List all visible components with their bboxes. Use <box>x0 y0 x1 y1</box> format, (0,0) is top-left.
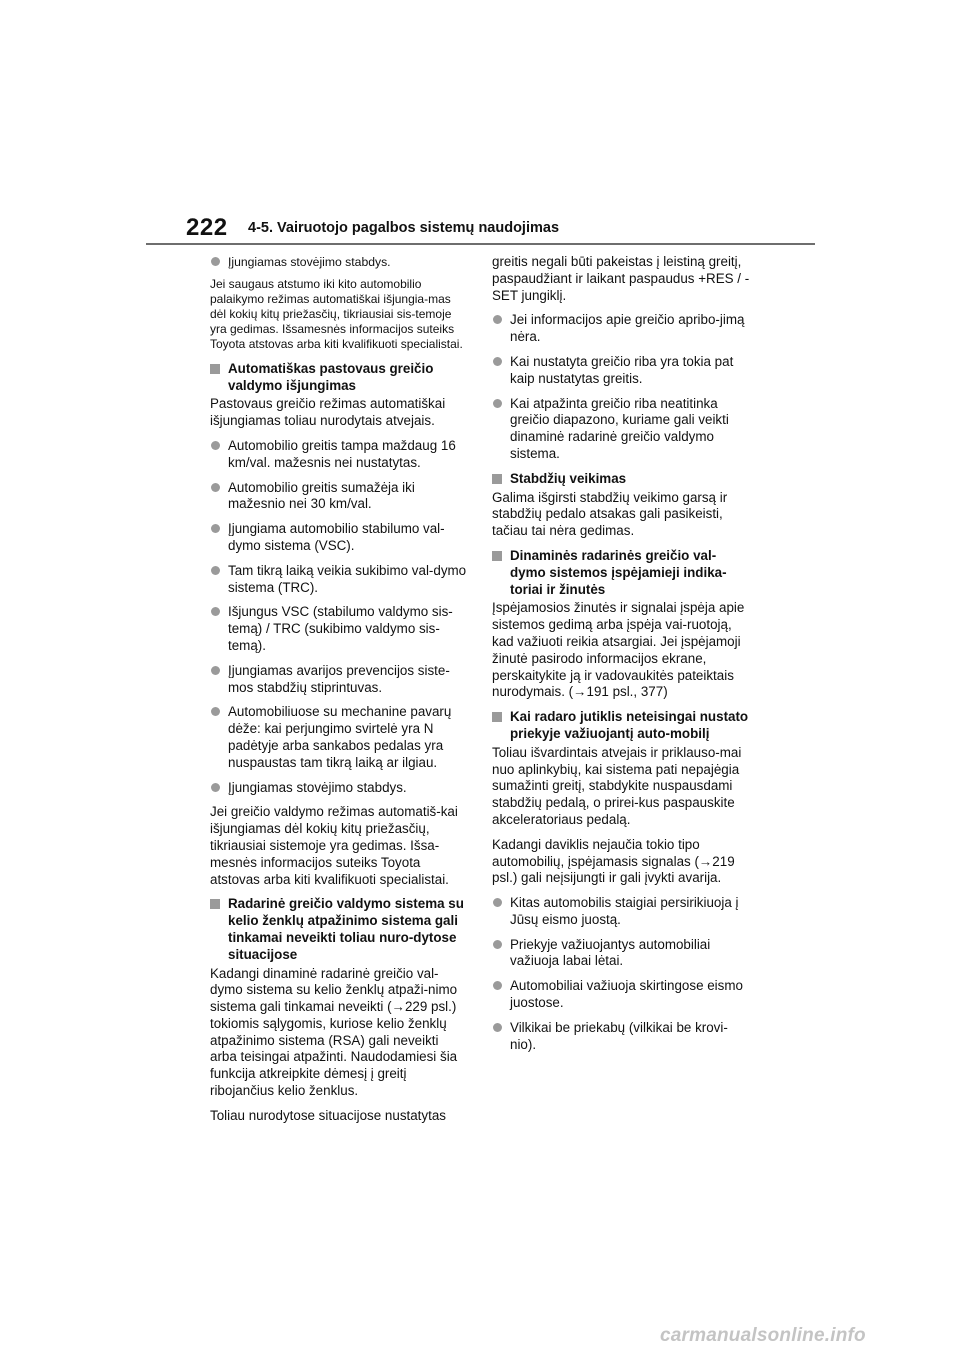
bullet-item: Jei informacijos apie greičio apribo-jimą nėra. <box>492 312 750 346</box>
bullet-icon <box>211 441 220 450</box>
header-divider <box>146 243 815 245</box>
paragraph: Toliau nurodytose situacijose nustatytas <box>210 1107 446 1123</box>
square-bullet-icon <box>492 712 502 722</box>
bullet-item: Įjungiamas stovėjimo stabdys. <box>210 780 468 797</box>
square-bullet-icon <box>492 551 502 561</box>
page-number: 222 <box>186 214 228 241</box>
bullet-item: Kai atpažinta greičio riba neatitinka greičio diapazono, kuriame gali veikti dinaminė radarinė greičio valdymo sistema. <box>492 396 750 463</box>
bullet-icon <box>493 399 502 408</box>
bullet-item: Kitas automobilis staigiai persirikiuoja į Jūsų eismo juostą. <box>492 895 750 929</box>
bullet-icon <box>493 315 502 324</box>
bullet-icon <box>211 566 220 575</box>
bullet-item: Automobiliuose su mechanine pavarų dėže: kai perjungimo svirtelė yra N padėtyje arba sankabos pedalas yra nuspaustas tam tikrą laiką ar ilgiau. <box>210 704 468 771</box>
square-bullet-icon <box>210 364 220 374</box>
bullet-icon <box>211 666 220 675</box>
note-text: Jei saugaus atstumo iki kito automobilio palaikymo režimas automatiškai išjungia-mas dėl kokių kitų priežasčių, tikriausiai sis-temoje yra gedimas. Išsamesnės informacijos suteiks Toyota atstovas arba kiti kvalifikuoti specialistai. <box>210 276 463 351</box>
bullet-icon <box>211 783 220 792</box>
bullet-item: Išjungus VSC (stabilumo valdymo sis-temą) / TRC (sukibimo valdymo sis-temą). <box>210 604 468 654</box>
section-heading: Stabdžių veikimas <box>492 471 750 488</box>
section-heading: Automatiškas pastovaus greičio valdymo išjungimas <box>210 361 468 395</box>
bullet-icon <box>493 981 502 990</box>
bullet-item: Įjungiamas avarijos prevencijos siste-mos stabdžių stiprintuvas. <box>210 663 468 697</box>
bullet-icon <box>493 357 502 366</box>
paragraph: greitis negali būti pakeistas į leistiną greitį, paspaudžiant ir laikant paspaudus +RES / -SET jungiklį. <box>492 254 750 303</box>
section-heading: Kai radaro jutiklis neteisingai nustato priekyje važiuojantį auto-mobilį <box>492 709 750 743</box>
watermark-link[interactable]: carmanualsonline.info <box>660 1325 866 1346</box>
paragraph: Kadangi dinaminė radarinė greičio val-dymo sistema su kelio ženklų atpaži-nimo sistema gali tinkamai neveikti (→229 psl.) tokiomis sąlygomis, kuriose kelio ženklų atpažinimo sistema (RSA) gali neveikti arba teisingai atpažinti. Naudodamiesi šia funkcija atkreipkite dėmesį į greitį ribojančius kelio ženklus. <box>210 965 458 1099</box>
left-column <box>210 254 468 1133</box>
bullet-item: Automobilio greitis sumažėja iki mažesnio nei 30 km/val. <box>210 480 468 514</box>
section-heading: Dinaminės radarinės greičio val-dymo sistemos įspėjamieji indika-toriai ir žinutės <box>492 548 750 598</box>
bullet-icon <box>493 940 502 949</box>
bullet-icon <box>211 257 220 266</box>
bullet-item: Tam tikrą laiką veikia sukibimo val-dymo sistema (TRC). <box>210 563 468 597</box>
bullet-item: Vilkikai be priekabų (vilkikai be krovi-nio). <box>492 1020 750 1054</box>
bullet-icon <box>493 1023 502 1032</box>
bullet-icon <box>211 524 220 533</box>
paragraph: Pastovaus greičio režimas automatiškai išjungiamas toliau nurodytais atvejais. <box>210 396 446 429</box>
bullet-icon <box>493 898 502 907</box>
bullet-icon <box>211 483 220 492</box>
paragraph: Įspėjamosios žinutės ir signalai įspėja apie sistemos gedimą arba įspėja vai-ruotoją, kad važiuoti reikia atsargiai. Jei įspėjamoji žinutė pasirodo informacijos ekrane, perskaitykite ją ir vadovaukitės pateiktais nurodymais. (→191 psl., 377) <box>492 600 745 700</box>
right-column <box>492 254 750 1061</box>
paragraph: Jei greičio valdymo režimas automatiš-kai išjungiamas dėl kokių kitų priežasčių, tikriausiai sistemoje yra gedimas. Išsa-mesnės informacijos suteiks Toyota atstovas arba kiti kvalifikuoti specialistai. <box>210 804 458 887</box>
section-heading: Radarinė greičio valdymo sistema su kelio ženklų atpažinimo sistema gali tinkamai neveikti toliau nuro-dytose situacijose <box>210 896 468 963</box>
bullet-item: Automobilio greitis tampa maždaug 16 km/val. mažesnis nei nustatytas. <box>210 438 468 472</box>
paragraph: Kadangi daviklis nejaučia tokio tipo automobilių, įspėjamasis signalas (→219 psl.) gali neįsijungti ir gali įvykti avarija. <box>492 836 735 886</box>
bullet-item: Įjungiamas stovėjimo stabdys. <box>210 254 468 271</box>
bullet-item: Kai nustatyta greičio riba yra tokia pat kaip nustatytas greitis. <box>492 354 750 388</box>
section-title: 4-5. Vairuotojo pagalbos sistemų naudojimas <box>248 220 560 236</box>
bullet-icon <box>211 707 220 716</box>
bullet-icon <box>211 607 220 616</box>
square-bullet-icon <box>210 899 220 909</box>
bullet-item: Priekyje važiuojantys automobiliai važiuoja labai lėtai. <box>492 937 750 971</box>
paragraph: Galima išgirsti stabdžių veikimo garsą ir stabdžių pedalo atsakas gali pasikeisti, tačiau tai nėra gedimas. <box>492 489 728 539</box>
square-bullet-icon <box>492 474 502 484</box>
paragraph: Toliau išvardintais atvejais ir priklauso-mai nuo aplinkybių, kai sistema pati nepajėgia sumažinti greitį, stabdykite nuspausdami stabdžių pedalą, o prirei-kus paspauskite akceleratoriaus pedalą. <box>492 744 742 827</box>
bullet-item: Įjungiama automobilio stabilumo val-dymo sistema (VSC). <box>210 521 468 555</box>
bullet-item: Automobiliai važiuoja skirtingose eismo juostose. <box>492 978 750 1012</box>
